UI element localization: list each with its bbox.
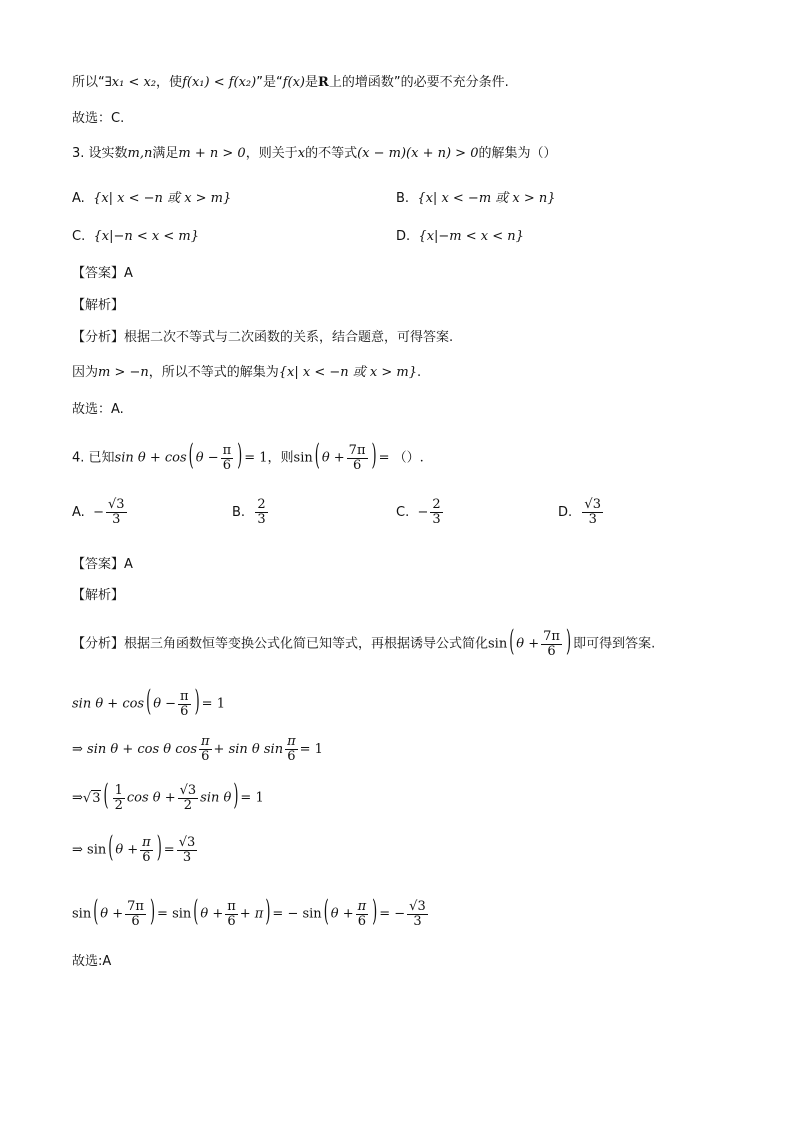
option-label: A. xyxy=(72,505,85,520)
option-fraction xyxy=(106,498,127,527)
text: 因为 xyxy=(72,365,99,380)
sign: − xyxy=(93,505,104,520)
math-theta-plus: θ + xyxy=(321,450,345,466)
text: 的不等式 xyxy=(305,146,358,161)
right-paren: ) xyxy=(156,832,162,866)
math-exists: ∃x₁ < x₂ xyxy=(104,75,157,90)
den: 6 xyxy=(352,457,362,473)
q4-option-b xyxy=(232,498,270,527)
math-x: x xyxy=(297,146,306,161)
left-paren: ( xyxy=(193,896,199,930)
left-paren: ( xyxy=(188,440,194,474)
q4-stem xyxy=(72,439,424,478)
num: π xyxy=(227,898,236,914)
math: = 1 xyxy=(240,790,264,806)
math: = − xyxy=(379,906,406,922)
text: ，使 xyxy=(156,75,183,90)
left-paren: ( xyxy=(509,626,515,660)
q4-fenxi xyxy=(72,624,655,665)
q3-option-d xyxy=(396,229,524,244)
den: 3 xyxy=(432,512,441,527)
num: π xyxy=(142,834,151,850)
q4-option-a xyxy=(72,498,129,527)
q3-answer: 【答案】A xyxy=(72,266,133,281)
text: 3. 设实数 xyxy=(72,146,128,161)
right-paren: ) xyxy=(265,896,271,930)
num: √3 xyxy=(178,834,196,850)
q3-stem xyxy=(72,145,557,163)
text: ”是“ xyxy=(256,75,283,90)
math: = − sin xyxy=(272,906,322,922)
num: 7π xyxy=(127,898,144,914)
den: 3 xyxy=(413,913,422,929)
den: 6 xyxy=(142,849,151,865)
num: 1 xyxy=(114,782,123,798)
math-cond: m + n > 0 xyxy=(178,146,246,161)
step-5 xyxy=(72,892,430,937)
q4-answer: 【答案】A xyxy=(72,557,133,572)
sqrt-3: √3 xyxy=(82,790,101,806)
right-paren: ) xyxy=(372,896,378,930)
math: = 1 xyxy=(201,696,225,712)
math-mn: m,n xyxy=(127,146,153,161)
option-label: D. xyxy=(558,505,573,520)
fraction xyxy=(199,735,212,764)
text: 上的增函数”的必要不充分条件. xyxy=(328,75,509,90)
text: 的解集为（） xyxy=(478,146,557,161)
text: 【分析】根据三角函数恒等变换公式化简已知等式，再根据诱导公式简化 xyxy=(72,636,489,652)
fraction xyxy=(140,836,153,865)
den: 6 xyxy=(287,749,296,764)
den: 6 xyxy=(357,913,367,929)
num: 2 xyxy=(432,497,441,512)
q4-choose: 故选:A xyxy=(72,954,112,969)
fraction-pi-6 xyxy=(221,444,234,473)
math-cond: m > −n xyxy=(98,365,149,380)
den: 6 xyxy=(131,913,140,929)
den: 3 xyxy=(588,512,597,527)
fraction xyxy=(178,690,191,719)
num: π xyxy=(287,734,296,749)
option-fraction xyxy=(255,498,267,527)
option-text: {x| x < −m 或 x > n} xyxy=(417,191,556,206)
fraction xyxy=(177,836,198,865)
math: sin θ + cos xyxy=(72,696,145,712)
math: + π xyxy=(239,906,264,922)
num: 7π xyxy=(543,628,560,644)
option-fraction xyxy=(582,498,603,527)
math-theta-plus: θ + xyxy=(516,636,540,652)
math: cos θ + xyxy=(126,790,176,806)
step-2 xyxy=(72,730,323,770)
q4-analysis: 【解析】 xyxy=(72,588,125,603)
fraction xyxy=(113,784,125,813)
math-ineq: f(x₁) < f(x₂) xyxy=(182,75,257,90)
num: √3 xyxy=(107,497,125,512)
left-paren: ( xyxy=(103,780,109,814)
num: 2 xyxy=(257,497,266,512)
left-paren: ( xyxy=(323,896,329,930)
fraction xyxy=(125,900,146,929)
math-given: sin θ + cos xyxy=(114,450,187,466)
q3-option-b xyxy=(396,187,556,206)
text: 所以“ xyxy=(72,75,105,90)
math: = sin xyxy=(157,906,192,922)
math: ⇒ sin θ + cos θ cos xyxy=(72,742,197,757)
left-paren: ( xyxy=(314,440,320,474)
den: 6 xyxy=(547,643,556,659)
right-paren: ) xyxy=(194,686,200,720)
q3-because xyxy=(72,364,421,382)
math: = xyxy=(163,842,175,858)
right-paren: ) xyxy=(237,440,243,474)
text: ，则关于 xyxy=(245,146,298,161)
intro-choose: 故选：C. xyxy=(72,111,125,126)
option-fraction xyxy=(430,498,442,527)
q4-option-d xyxy=(558,498,605,527)
math-eq: = （）. xyxy=(378,450,424,466)
math: θ + xyxy=(100,906,124,922)
math-sin: sin xyxy=(488,636,508,652)
math: ⇒ xyxy=(72,790,83,806)
q4-option-c xyxy=(396,498,445,527)
step-1 xyxy=(72,684,225,725)
text: . xyxy=(417,365,422,380)
math: sin θ xyxy=(200,790,232,806)
math-set: {x| x < −n 或 x > m} xyxy=(278,365,418,380)
step-4 xyxy=(72,828,199,873)
text: 4. 已知 xyxy=(72,450,115,466)
den: 6 xyxy=(227,913,236,929)
q3-choose: 故选：A. xyxy=(72,402,124,417)
text: ，所以不等式的解集为 xyxy=(148,365,279,380)
num: √3 xyxy=(584,497,601,512)
fraction xyxy=(225,900,238,929)
left-paren: ( xyxy=(108,832,114,866)
right-paren: ) xyxy=(149,896,156,930)
num: π xyxy=(201,734,210,749)
math: θ + xyxy=(200,906,224,922)
option-label: B. xyxy=(232,505,246,520)
math-R: R xyxy=(318,75,329,90)
math-sin: sin xyxy=(293,450,313,466)
fraction-7pi-6 xyxy=(347,444,368,473)
q3-analysis: 【解析】 xyxy=(72,298,125,313)
den: 2 xyxy=(183,797,193,813)
math-theta-minus: θ − xyxy=(195,450,219,466)
fraction xyxy=(356,900,369,929)
math: θ − xyxy=(153,696,177,712)
den: 3 xyxy=(257,512,266,527)
option-label: A. xyxy=(72,191,85,206)
intro-conclusion xyxy=(72,74,509,92)
right-paren: ) xyxy=(565,626,572,660)
den: 3 xyxy=(182,849,192,865)
math-eq: = 1 xyxy=(244,450,268,466)
left-paren: ( xyxy=(146,686,152,720)
right-paren: ) xyxy=(233,780,239,814)
option-text: {x| x < −n 或 x > m} xyxy=(93,191,232,206)
right-paren: ) xyxy=(371,440,377,474)
option-text: {x|−m < x < n} xyxy=(418,229,524,244)
num: π xyxy=(357,898,367,914)
math: θ + xyxy=(330,906,354,922)
math-fx: f(x) xyxy=(282,75,305,90)
option-label: C. xyxy=(396,505,410,520)
q3-option-a xyxy=(72,187,231,206)
math-ineq: (x − m)(x + n) > 0 xyxy=(357,146,479,161)
fraction xyxy=(178,784,199,813)
text: 即可得到答案. xyxy=(573,636,656,652)
den: 6 xyxy=(222,457,231,473)
option-label: D. xyxy=(396,229,411,244)
den: 6 xyxy=(201,749,210,764)
den: 2 xyxy=(114,797,123,813)
math: + sin θ sin xyxy=(213,742,284,757)
den: 3 xyxy=(112,512,121,527)
den: 6 xyxy=(180,703,189,719)
math: θ + xyxy=(115,842,139,858)
fraction-7pi-6 xyxy=(541,630,562,659)
option-label: B. xyxy=(396,191,410,206)
q3-fenxi: 【分析】根据二次不等式与二次函数的关系，结合题意，可得答案. xyxy=(72,330,454,345)
num: π xyxy=(180,688,189,704)
text: 是 xyxy=(305,75,319,90)
math: = 1 xyxy=(299,742,323,757)
num: √3 xyxy=(179,782,197,798)
math: ⇒ sin xyxy=(72,842,107,858)
fraction xyxy=(407,900,428,929)
num: √3 xyxy=(409,898,426,914)
num: π xyxy=(222,442,232,458)
left-paren: ( xyxy=(93,896,99,930)
text: 满足 xyxy=(152,146,179,161)
text: ，则 xyxy=(267,450,294,466)
step-3 xyxy=(72,776,264,821)
option-label: C. xyxy=(72,229,86,244)
radicand: 3 xyxy=(92,790,101,806)
fraction xyxy=(285,735,298,764)
q3-option-c xyxy=(72,229,199,244)
math: sin xyxy=(72,906,92,922)
option-text: {x|−n < x < m} xyxy=(93,229,199,244)
num: 7π xyxy=(348,442,366,458)
sign: − xyxy=(417,505,429,520)
